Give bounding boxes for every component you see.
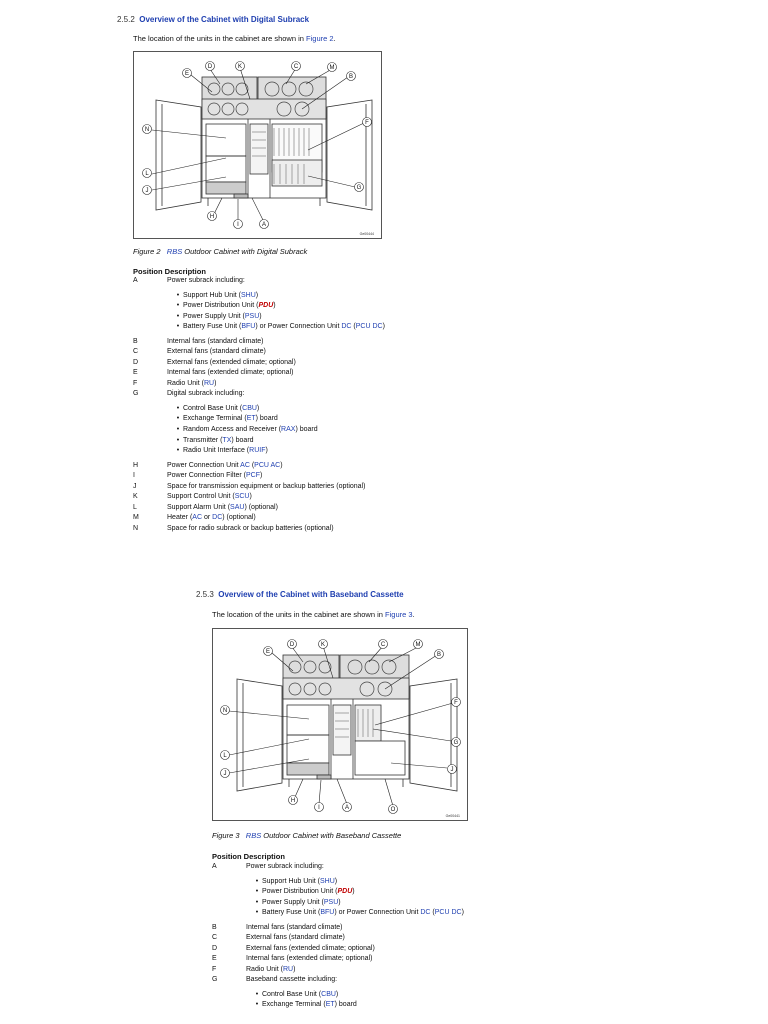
position-row xyxy=(133,492,385,503)
position-row xyxy=(212,933,464,944)
callout-A: A xyxy=(261,222,267,228)
bullet-icon: • xyxy=(255,888,259,896)
bullet-icon: • xyxy=(176,323,180,331)
position-key: H xyxy=(133,461,139,469)
position-key: D xyxy=(212,944,218,952)
abbr-link[interactable]: RUIF xyxy=(249,447,266,455)
cabinet-diagram xyxy=(134,52,381,238)
position-list xyxy=(212,862,464,1015)
abbr-link[interactable]: SCU xyxy=(234,493,250,501)
callout-K: K xyxy=(237,64,243,70)
position-desc: External fans (extended climate; optional) xyxy=(167,358,296,366)
callout-B: B xyxy=(436,652,442,658)
position-key: A xyxy=(212,863,217,870)
sub-list-item: • Control Base Unit (CBU) xyxy=(173,404,385,415)
sub-list xyxy=(212,873,464,923)
bullet-icon: • xyxy=(255,1001,259,1009)
sub-list-item: • Power Supply Unit (PSU) xyxy=(252,898,464,909)
abbr-link[interactable]: RU xyxy=(282,965,294,973)
abbr-link[interactable]: DC xyxy=(420,909,431,917)
figure-label: Figure 2 xyxy=(133,247,161,256)
sub-list-item: • Power Supply Unit (PSU) xyxy=(173,312,385,323)
position-desc: Internal fans (standard climate) xyxy=(167,337,264,345)
figure-abbr[interactable]: RBS xyxy=(166,247,183,256)
figure-caption-text: Outdoor Cabinet with Digital Subrack xyxy=(184,247,308,256)
sub-list-item: • Transmitter (TX) board xyxy=(173,436,385,447)
intro-text: The location of the units in the cabinet are shown in xyxy=(133,34,304,43)
position-row xyxy=(212,975,464,986)
position-row xyxy=(212,923,464,934)
abbr-link[interactable]: PSU xyxy=(323,898,339,906)
cabinet-diagram xyxy=(213,629,467,820)
callout-J: J xyxy=(223,771,227,777)
position-desc: Radio Unit (RU) xyxy=(167,379,217,387)
abbr-link[interactable]: PCU DC xyxy=(355,323,383,331)
position-desc: Radio Unit (RU) xyxy=(246,965,296,973)
intro-end: . xyxy=(412,610,415,619)
figure-id: Ge00441 xyxy=(445,814,460,818)
position-desc: Internal fans (standard climate) xyxy=(246,923,343,931)
position-key: N xyxy=(133,524,139,532)
bullet-icon: • xyxy=(176,404,180,412)
position-list xyxy=(133,276,385,534)
sub-list-item: • Radio Unit Interface (RUIF) xyxy=(173,446,385,457)
section-title-link[interactable]: Overview of the Cabinet with Baseband Cassette xyxy=(218,590,404,599)
sub-list xyxy=(133,287,385,337)
abbr-link[interactable]: DC xyxy=(341,323,352,331)
figure-link[interactable]: Figure 2 xyxy=(306,34,334,43)
abbr-link[interactable]: AC xyxy=(240,461,250,469)
position-desc: Space for radio subrack or backup batteries (optional) xyxy=(167,524,334,532)
section-title-link[interactable]: Overview of the Cabinet with Digital Subrack xyxy=(139,15,310,24)
position-row xyxy=(212,954,464,965)
position-key: I xyxy=(133,472,135,480)
position-row xyxy=(133,379,385,390)
position-desc: Power Connection Unit AC (PCU AC) xyxy=(167,461,283,469)
position-desc: Digital subrack including: xyxy=(167,390,245,398)
callout-M: M xyxy=(329,65,335,71)
callout-K: K xyxy=(320,642,326,648)
callout-C: C xyxy=(380,642,386,648)
callout-H: H xyxy=(290,798,296,804)
abbr-link[interactable]: AC xyxy=(192,514,203,522)
position-row xyxy=(212,965,464,976)
position-key: M xyxy=(133,514,139,522)
position-desc: Power subrack including: xyxy=(167,277,245,284)
callout-F: F xyxy=(454,700,458,706)
position-key: C xyxy=(212,934,218,942)
position-row xyxy=(133,347,385,358)
abbr-link[interactable]: BFU xyxy=(320,909,335,917)
abbr-link[interactable]: ET xyxy=(246,415,256,423)
figure-link[interactable]: Figure 3 xyxy=(385,610,413,619)
position-row xyxy=(133,337,385,348)
cabinet-figure-digital-subrack xyxy=(133,51,382,239)
callout-I: I xyxy=(237,222,239,228)
sub-list-item: • Battery Fuse Unit (BFU) or Power Connection Unit DC (PCU DC) xyxy=(173,322,385,333)
position-desc: External fans (extended climate; optional) xyxy=(246,944,375,952)
abbr-link[interactable]: PCU DC xyxy=(434,909,462,917)
position-desc: Internal fans (extended climate; optional) xyxy=(167,369,294,377)
bullet-icon: • xyxy=(176,415,180,423)
position-row xyxy=(133,524,385,535)
abbr-link[interactable]: PCU AC xyxy=(254,461,281,469)
sub-list-item: • Support Hub Unit (SHU) xyxy=(173,291,385,302)
callout-O: O xyxy=(390,807,396,813)
callout-N: N xyxy=(222,708,228,714)
position-desc: Support Control Unit (SCU) xyxy=(167,493,252,501)
figure-id: Ge00444 xyxy=(359,232,374,236)
position-row xyxy=(133,503,385,514)
position-key: J xyxy=(133,482,137,490)
position-key: E xyxy=(212,955,217,963)
position-key: E xyxy=(133,369,138,377)
bullet-icon: • xyxy=(255,990,259,998)
bullet-icon: • xyxy=(176,291,180,299)
position-row xyxy=(212,944,464,955)
abbr-link[interactable]: SAU xyxy=(230,503,245,511)
callout-E: E xyxy=(265,649,271,655)
position-desc: Heater (AC or DC) (optional) xyxy=(167,514,256,522)
bullet-icon: • xyxy=(176,436,180,444)
position-key: D xyxy=(133,358,139,366)
figure-caption xyxy=(212,831,401,840)
sub-list-item: • Power Distribution Unit (PDU) xyxy=(173,301,385,312)
position-description-heading: Position Description xyxy=(133,267,206,276)
section-intro xyxy=(212,610,415,619)
position-row xyxy=(133,358,385,369)
position-desc: External fans (standard climate) xyxy=(246,934,345,942)
position-row xyxy=(133,513,385,524)
sub-list-item: • Random Access and Receiver (RAX) board xyxy=(173,425,385,436)
section-heading-2-5-2 xyxy=(117,15,309,24)
section-number: 2.5.3 xyxy=(196,590,214,599)
sub-list-item: • Support Hub Unit (SHU) xyxy=(252,877,464,888)
abbr-link[interactable]: RAX xyxy=(281,426,296,434)
cabinet-figure-baseband-cassette xyxy=(212,628,468,821)
abbr-link[interactable]: TX xyxy=(222,436,232,444)
sub-list-item: • Battery Fuse Unit (BFU) or Power Connection Unit DC (PCU DC) xyxy=(252,908,464,919)
section-intro xyxy=(133,34,336,43)
abbr-link[interactable]: SHU xyxy=(240,291,256,299)
callout-E: E xyxy=(184,71,190,77)
bullet-icon: • xyxy=(176,312,180,320)
position-key: F xyxy=(133,379,138,387)
bullet-icon: • xyxy=(176,302,180,310)
abbr-link[interactable]: CBU xyxy=(242,404,257,412)
position-row xyxy=(133,389,385,400)
abbr-link[interactable]: PSU xyxy=(244,312,260,320)
position-desc: External fans (standard climate) xyxy=(167,348,266,356)
figure-caption xyxy=(133,247,307,256)
position-key: C xyxy=(133,348,139,356)
callout-N: N xyxy=(144,127,150,133)
intro-text: The location of the units in the cabinet are shown in xyxy=(212,610,383,619)
abbr-link[interactable]: CBU xyxy=(321,990,336,998)
sub-list-item: • Power Distribution Unit (PDU) xyxy=(252,887,464,898)
position-key: A xyxy=(133,277,138,284)
figure-label: Figure 3 xyxy=(212,831,240,840)
position-key: F xyxy=(212,965,217,973)
abbr-link[interactable]: PDU xyxy=(337,888,353,896)
position-desc: Power subrack including: xyxy=(246,863,324,870)
callout-D: D xyxy=(207,64,213,70)
position-key: G xyxy=(212,976,218,984)
position-row xyxy=(133,276,385,287)
abbr-link[interactable]: ET xyxy=(325,1001,335,1009)
abbr-link[interactable]: SHU xyxy=(319,877,335,885)
bullet-icon: • xyxy=(176,426,180,434)
callout-L: L xyxy=(145,171,149,177)
callout-D: D xyxy=(289,642,295,648)
callout-F: F xyxy=(365,120,369,126)
position-key: B xyxy=(133,337,138,345)
callout-L: L xyxy=(223,753,227,759)
sub-list-item: • Exchange Terminal (ET) board xyxy=(252,1000,464,1011)
section-number: 2.5.2 xyxy=(117,15,135,24)
position-desc: Baseband cassette including: xyxy=(246,976,338,984)
callout-G: G xyxy=(453,740,459,746)
bullet-icon: • xyxy=(176,447,180,455)
sub-list-item: • Exchange Terminal (ET) board xyxy=(173,414,385,425)
callout-C: C xyxy=(293,64,299,70)
intro-end: . xyxy=(333,34,336,43)
abbr-link[interactable]: DC xyxy=(212,514,223,522)
bullet-icon: • xyxy=(255,909,259,917)
callout-A: A xyxy=(344,805,350,811)
position-key: G xyxy=(133,390,139,398)
callout-I: I xyxy=(318,805,320,811)
position-key: B xyxy=(212,923,217,931)
position-row xyxy=(133,368,385,379)
callout-M: M xyxy=(415,642,421,648)
position-row xyxy=(133,482,385,493)
bullet-icon: • xyxy=(255,877,259,885)
position-desc: Power Connection Filter (PCF) xyxy=(167,472,263,480)
callout-G: G xyxy=(356,185,362,191)
position-description-heading: Position Description xyxy=(212,852,285,861)
position-row xyxy=(212,862,464,873)
position-row xyxy=(133,461,385,472)
figure-caption-text: Outdoor Cabinet with Baseband Cassette xyxy=(263,831,402,840)
position-desc: Internal fans (extended climate; optional) xyxy=(246,955,373,963)
sub-list xyxy=(212,986,464,1015)
section-heading-2-5-3 xyxy=(196,590,404,599)
abbr-link[interactable]: RU xyxy=(203,379,215,387)
bullet-icon: • xyxy=(255,898,259,906)
position-desc: Space for transmission equipment or backup batteries (optional) xyxy=(167,482,366,490)
position-desc: Support Alarm Unit (SAU) (optional) xyxy=(167,503,278,511)
sub-list xyxy=(133,400,385,461)
abbr-link[interactable]: PDU xyxy=(258,302,274,310)
position-key: L xyxy=(133,503,137,511)
callout-B: B xyxy=(348,74,354,80)
figure-abbr[interactable]: RBS xyxy=(245,831,262,840)
callout-J-right: J xyxy=(450,767,454,773)
callout-H: H xyxy=(209,214,215,220)
callout-J: J xyxy=(145,188,149,194)
position-key: K xyxy=(133,493,138,501)
position-row xyxy=(133,471,385,482)
abbr-link[interactable]: BFU xyxy=(241,323,256,331)
abbr-link[interactable]: PCF xyxy=(245,472,260,480)
sub-list-item: • Control Base Unit (CBU) xyxy=(252,990,464,1001)
